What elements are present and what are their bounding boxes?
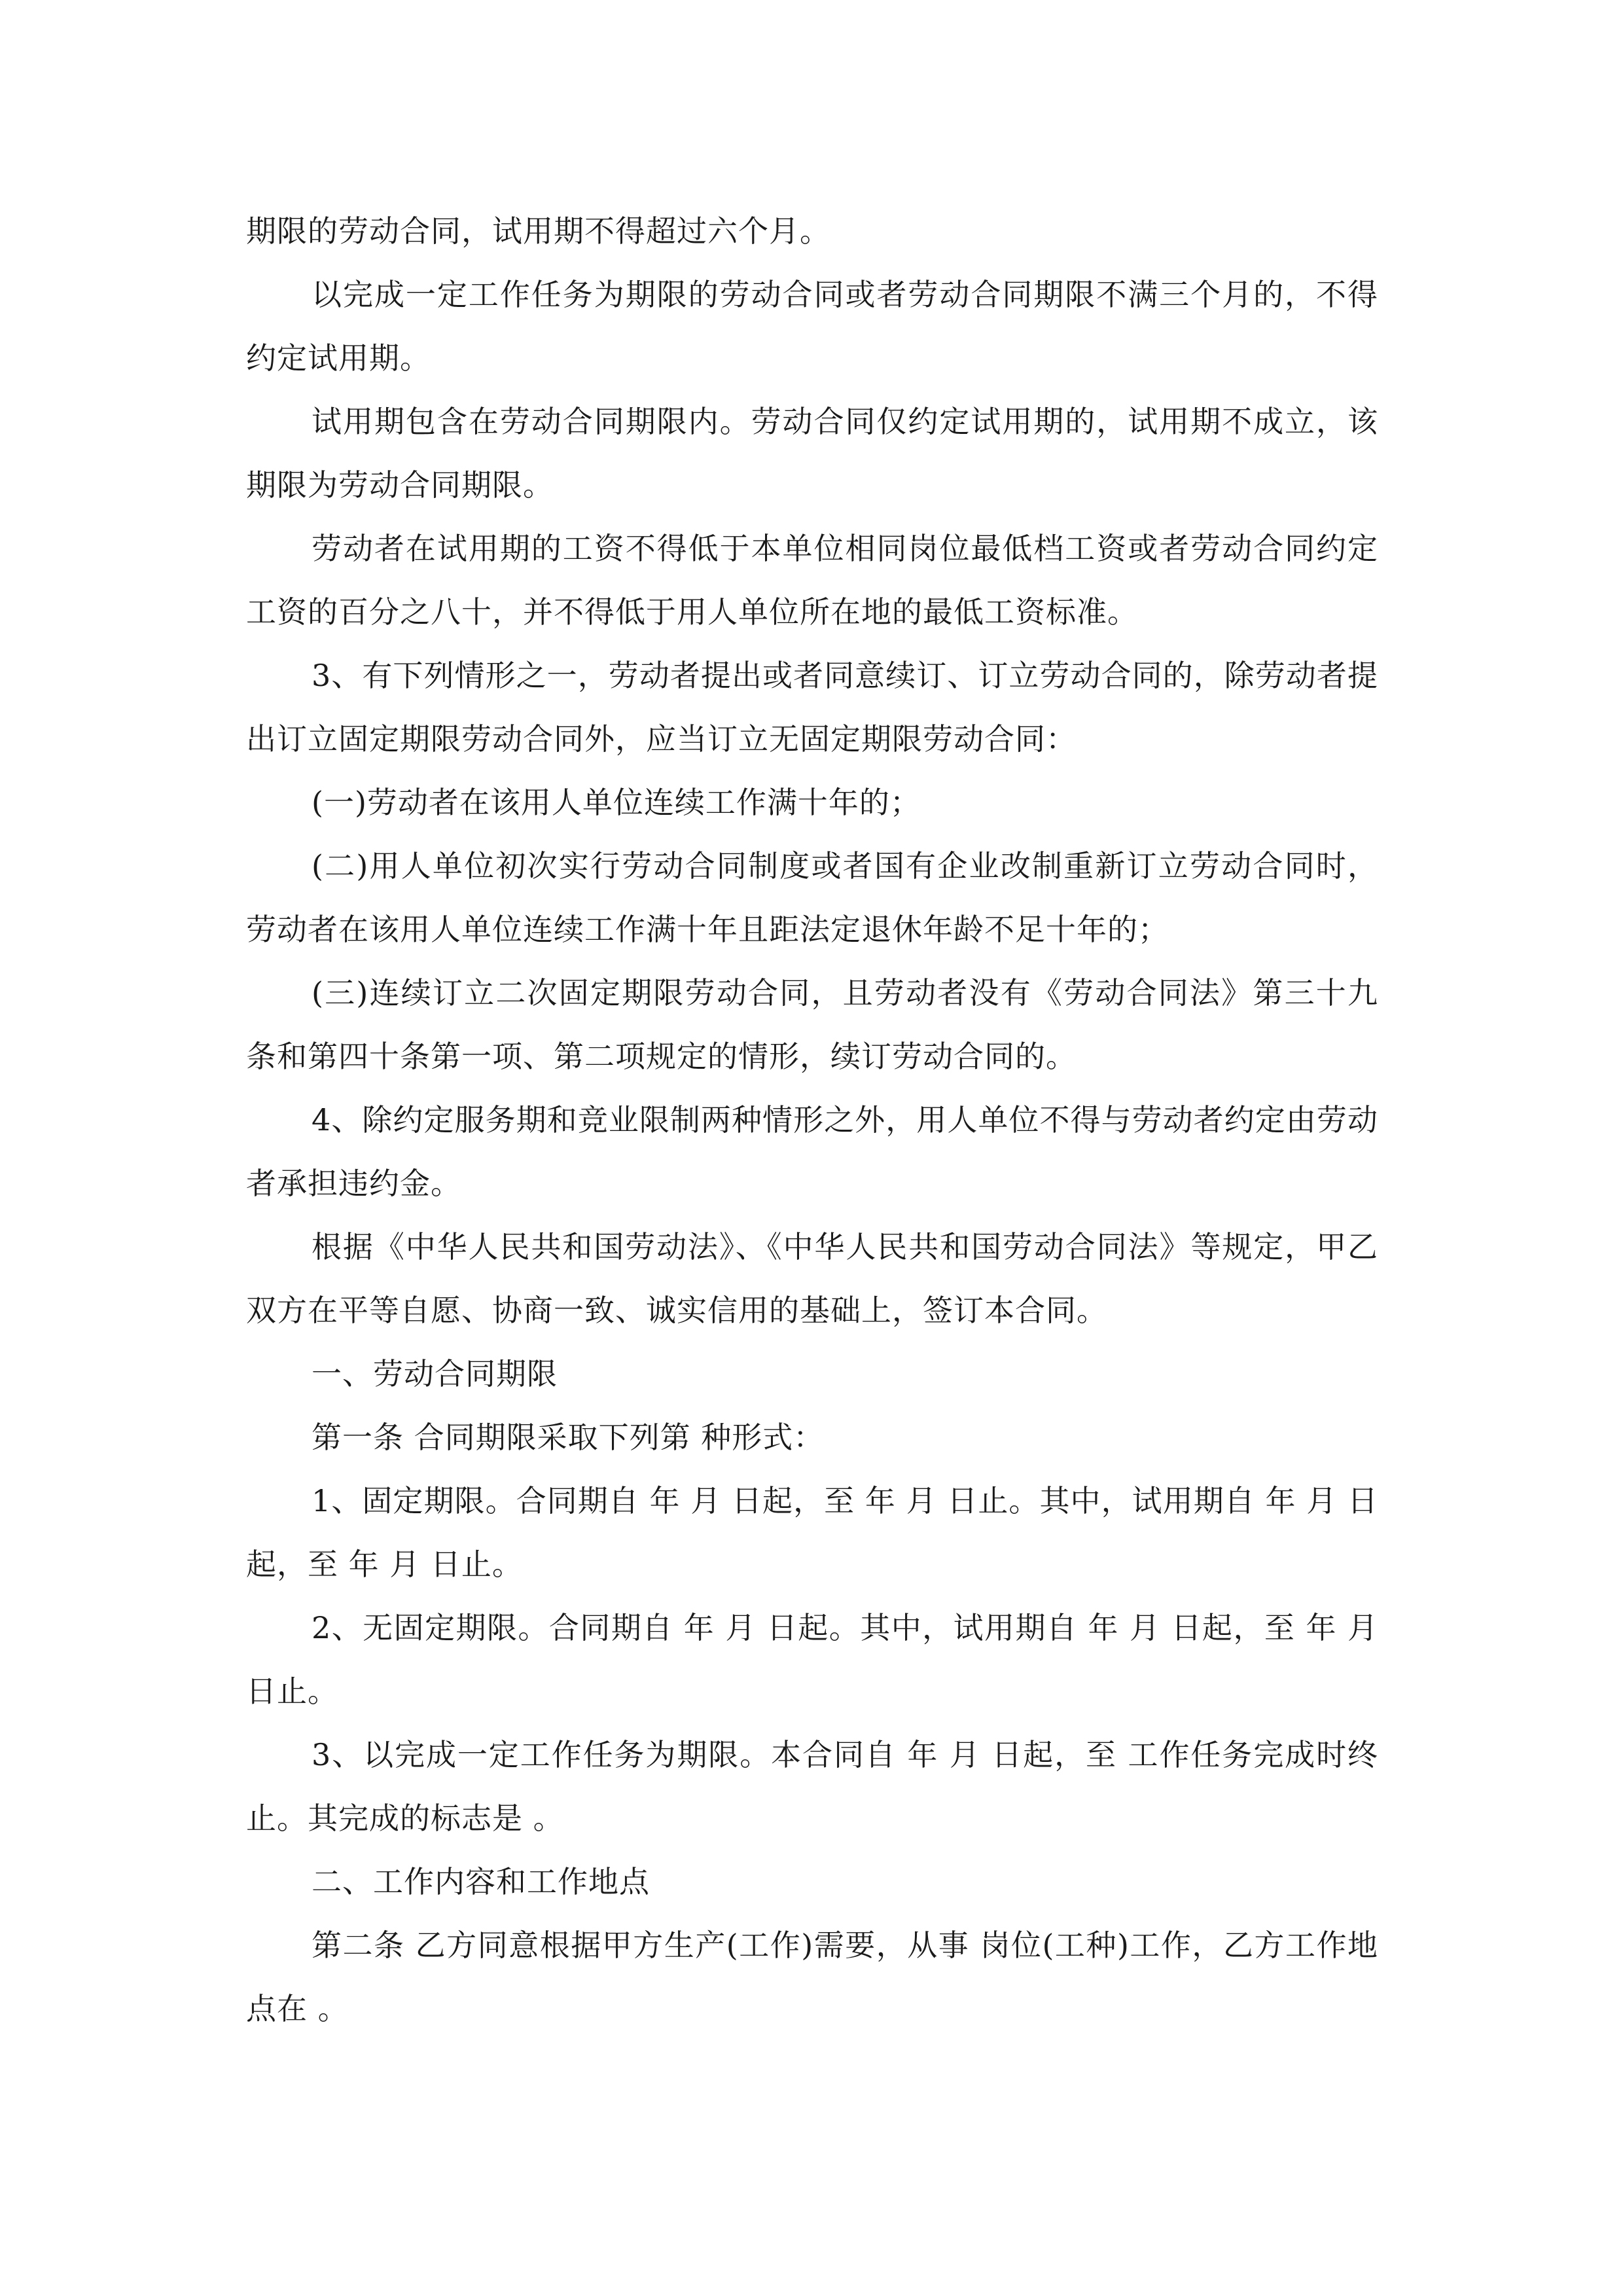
paragraph-trial-wage: 劳动者在试用期的工资不得低于本单位相同岗位最低档工资或者劳动合同约定工资的百分之八十，并不得低于用人单位所在地的最低工资标准。 xyxy=(246,531,1378,630)
paragraph-trial-period-end: 期限的劳动合同，试用期不得超过六个月。 xyxy=(246,213,830,249)
paragraph-item-3: (三)连续订立二次固定期限劳动合同，且劳动者没有《劳动合同法》第三十九条和第四十条第一项、第二项规定的情形，续订劳动合同的。 xyxy=(246,975,1378,1074)
paragraph-open-ended-term: 2、无固定期限。合同期自 年 月 日起。其中，试用期自 年 月 日起，至 年 月 日止。 xyxy=(246,1610,1378,1709)
paragraph-trial-within-term: 试用期包含在劳动合同期限内。劳动合同仅约定试用期的，试用期不成立，该期限为劳动合同期限。 xyxy=(246,404,1378,503)
paragraph-clause-3: 3、有下列情形之一，劳动者提出或者同意续订、订立劳动合同的，除劳动者提出订立固定期限劳动合同外，应当订立无固定期限劳动合同： xyxy=(246,658,1378,757)
paragraph-article-1: 第一条 合同期限采取下列第 种形式： xyxy=(312,1420,825,1455)
paragraph-article-2: 第二条 乙方同意根据甲方生产(工作)需要，从事 岗位(工种)工作，乙方工作地点在 。 xyxy=(246,1928,1378,2026)
paragraph-item-2: (二)用人单位初次实行劳动合同制度或者国有企业改制重新订立劳动合同时，劳动者在该用人单位连续工作满十年且距法定退休年龄不足十年的； xyxy=(246,848,1378,947)
section-heading-contract-term: 一、劳动合同期限 xyxy=(312,1356,558,1391)
paragraph-legal-basis: 根据《中华人民共和国劳动法》、《中华人民共和国劳动合同法》等规定，甲乙双方在平等自愿、协商一致、诚实信用的基础上，签订本合同。 xyxy=(246,1229,1378,1328)
paragraph-fixed-term: 1、固定期限。合同期自 年 月 日起，至 年 月 日止。其中，试用期自 年 月 日起，至 年 月 日止。 xyxy=(246,1483,1378,1582)
section-heading-work-content: 二、工作内容和工作地点 xyxy=(312,1864,650,1899)
paragraph-clause-4: 4、除约定服务期和竞业限制两种情形之外，用人单位不得与劳动者约定由劳动者承担违约金。 xyxy=(246,1102,1378,1201)
paragraph-item-1: (一)劳动者在该用人单位连续工作满十年的； xyxy=(312,785,921,820)
document-body xyxy=(246,200,1378,2041)
paragraph-task-based-contract: 以完成一定工作任务为期限的劳动合同或者劳动合同期限不满三个月的，不得约定试用期。 xyxy=(246,277,1378,376)
paragraph-task-term: 3、以完成一定工作任务为期限。本合同自 年 月 日起，至 工作任务完成时终止。其完成的标志是 。 xyxy=(246,1737,1378,1836)
